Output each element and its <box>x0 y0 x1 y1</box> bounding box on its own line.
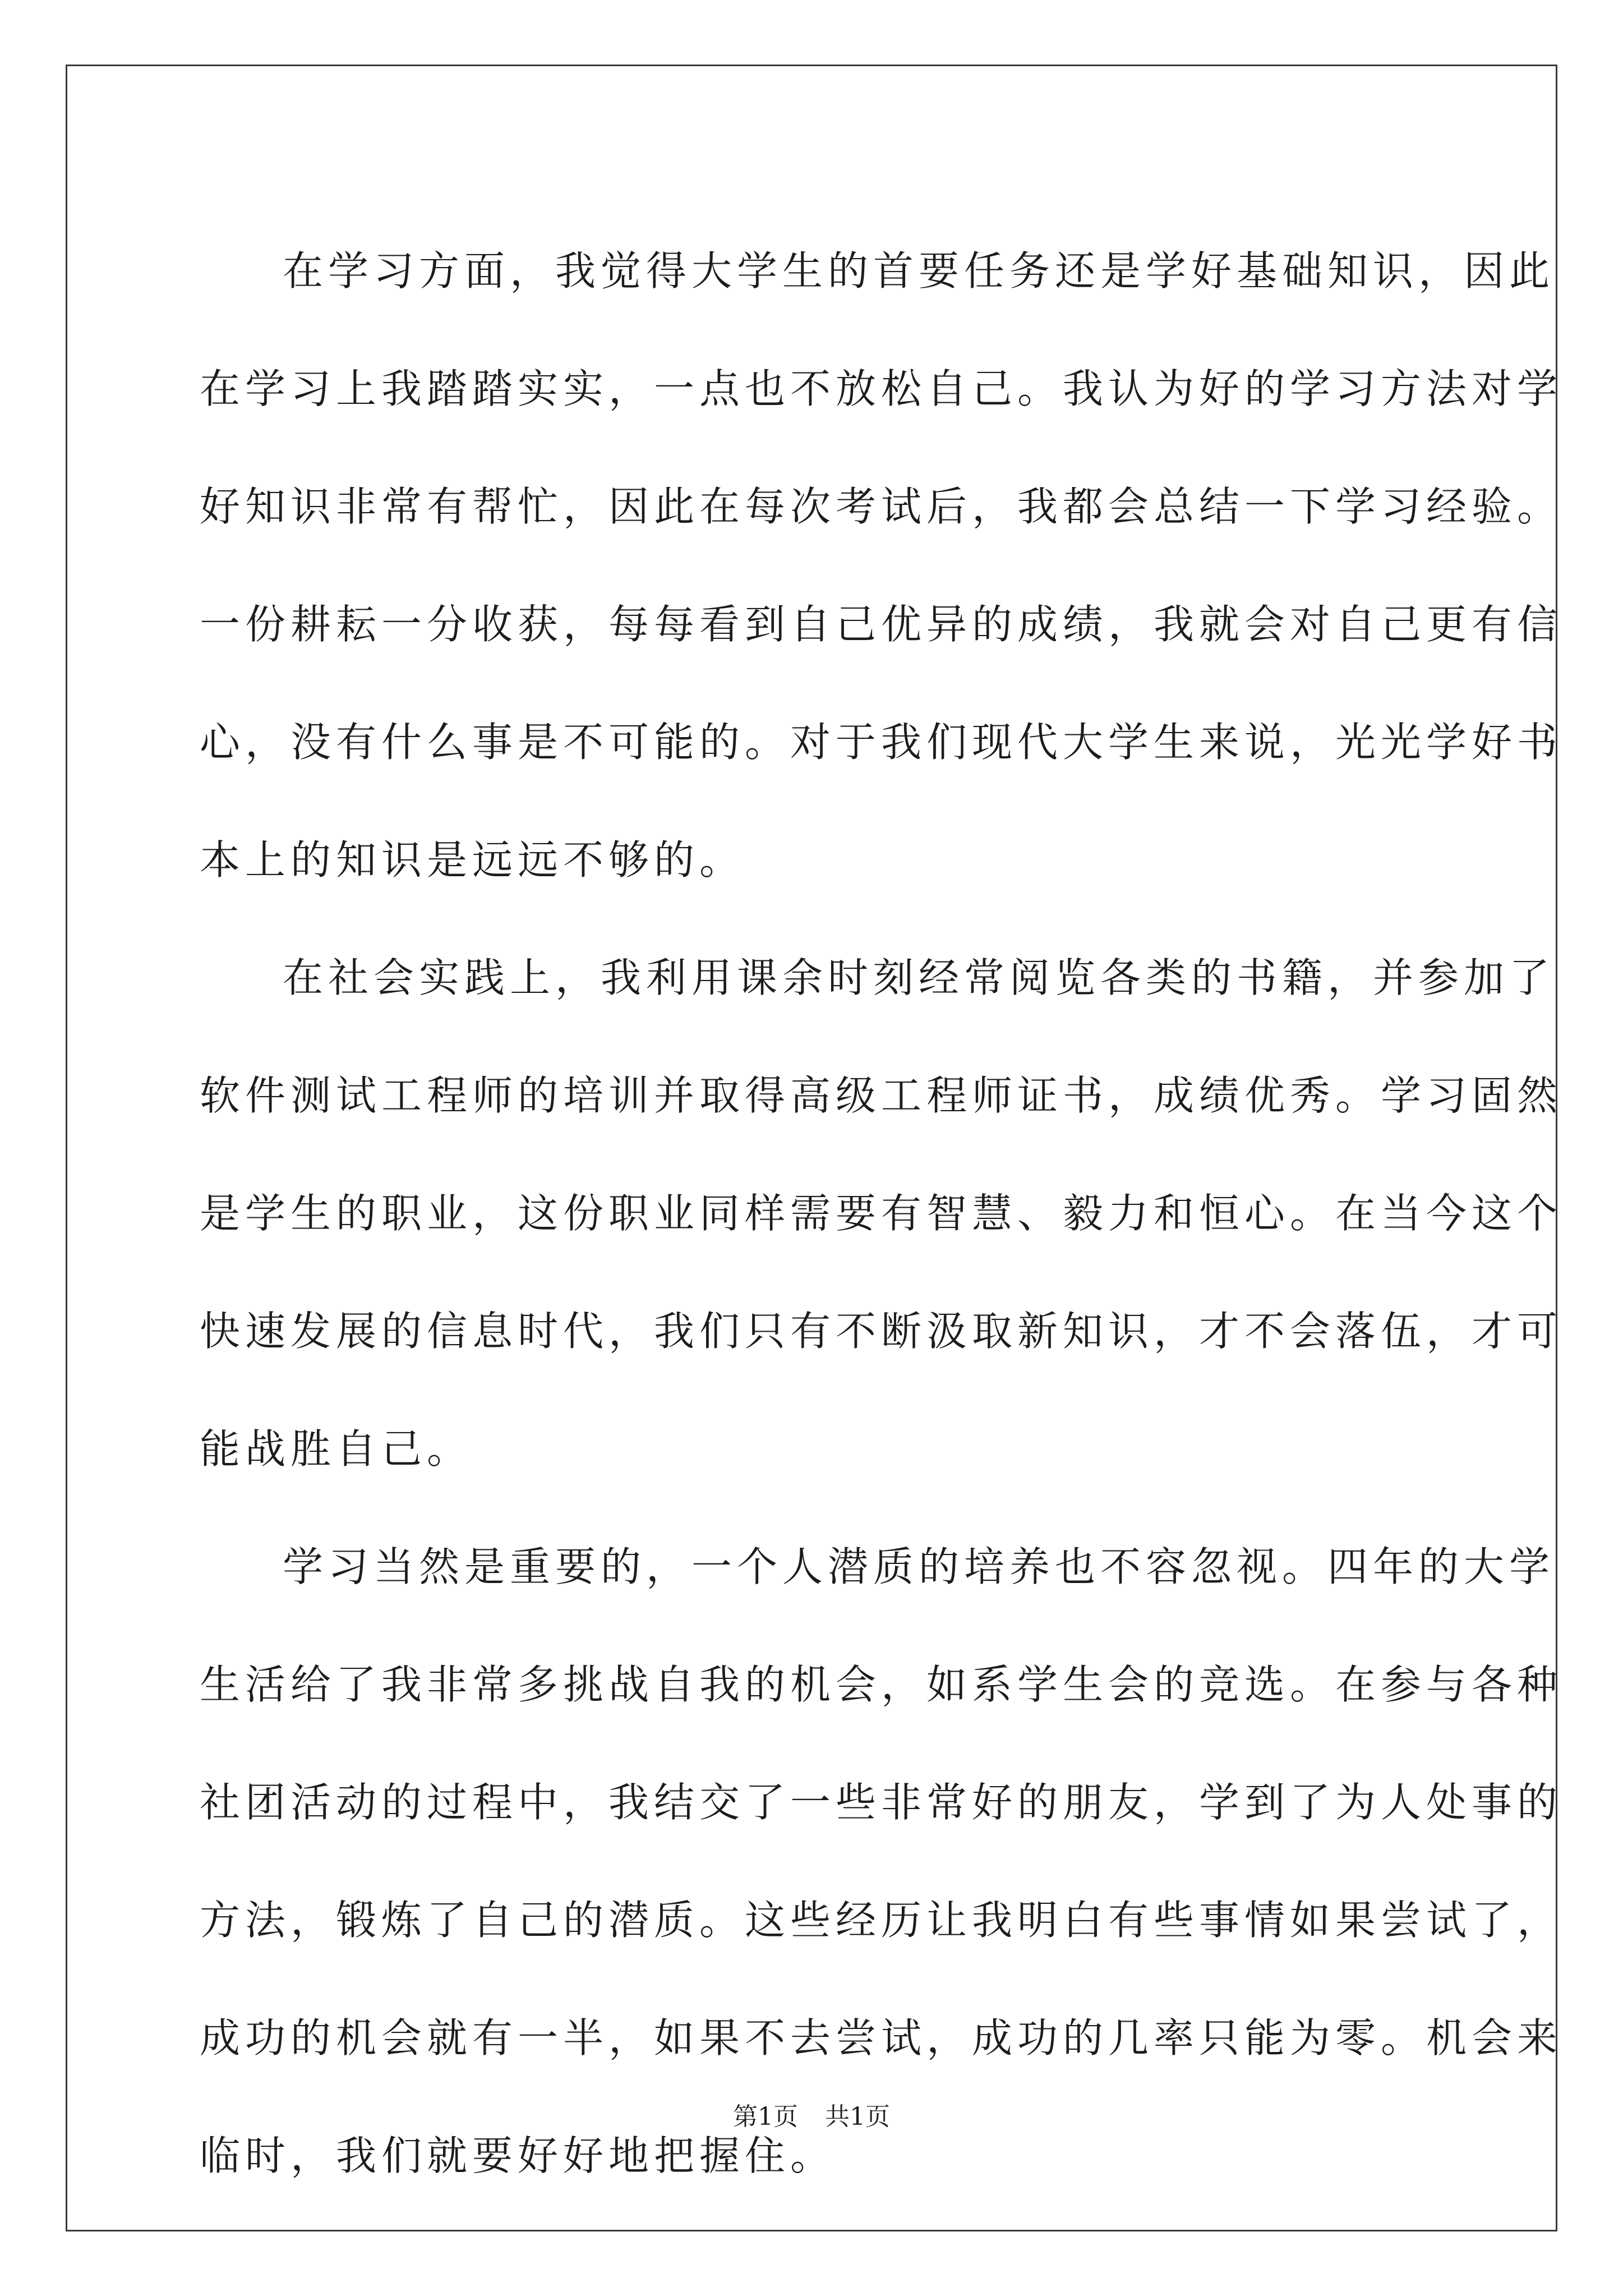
page-number: 第1页 <box>733 2102 798 2131</box>
document-body <box>200 212 1563 2215</box>
paragraph-2-line-2: 软件测试工程师的培训并取得高级工程师证书，成绩优秀。学习固然 <box>200 1072 1563 1119</box>
page-footer <box>0 2101 1623 2133</box>
page-total: 共1页 <box>825 2102 890 2131</box>
paragraph-2-line-4: 快速发展的信息时代，我们只有不断汲取新知识，才不会落伍，才可 <box>200 1308 1563 1355</box>
paragraph-1-line-3: 好知识非常有帮忙，因此在每次考试后，我都会总结一下学习经验。 <box>200 483 1563 530</box>
paragraph-3-line-2: 生活给了我非常多挑战自我的机会，如系学生会的竞选。在参与各种 <box>200 1661 1563 1708</box>
paragraph-3-line-3: 社团活动的过程中，我结交了一些非常好的朋友，学到了为人处事的 <box>200 1779 1563 1826</box>
paragraph-1-line-6: 本上的知识是远远不够的。 <box>200 836 745 884</box>
paragraph-2-line-1: 在社会实践上，我利用课余时刻经常阅览各类的书籍，并参加了 <box>283 954 1555 1001</box>
paragraph-1-line-1: 在学习方面，我觉得大学生的首要任务还是学好基础知识，因此 <box>283 247 1555 295</box>
paragraph-3-line-1: 学习当然是重要的，一个人潜质的培养也不容忽视。四年的大学 <box>283 1543 1555 1590</box>
paragraph-3-line-6: 临时，我们就要好好地把握住。 <box>200 2132 836 2179</box>
paragraph-2-line-3: 是学生的职业，这份职业同样需要有智慧、毅力和恒心。在当今这个 <box>200 1190 1563 1237</box>
paragraph-1-line-5: 心，没有什么事是不可能的。对于我们现代大学生来说，光光学好书 <box>200 719 1563 766</box>
paragraph-1-line-2: 在学习上我踏踏实实，一点也不放松自己。我认为好的学习方法对学 <box>200 365 1563 412</box>
paragraph-2-line-5: 能战胜自己。 <box>200 1425 473 1473</box>
paragraph-3-line-4: 方法，锻炼了自己的潜质。这些经历让我明白有些事情如果尝试了， <box>200 1897 1563 1944</box>
paragraph-1-line-4: 一份耕耘一分收获，每每看到自己优异的成绩，我就会对自己更有信 <box>200 601 1563 648</box>
paragraph-3-line-5: 成功的机会就有一半，如果不去尝试，成功的几率只能为零。机会来 <box>200 2014 1563 2062</box>
